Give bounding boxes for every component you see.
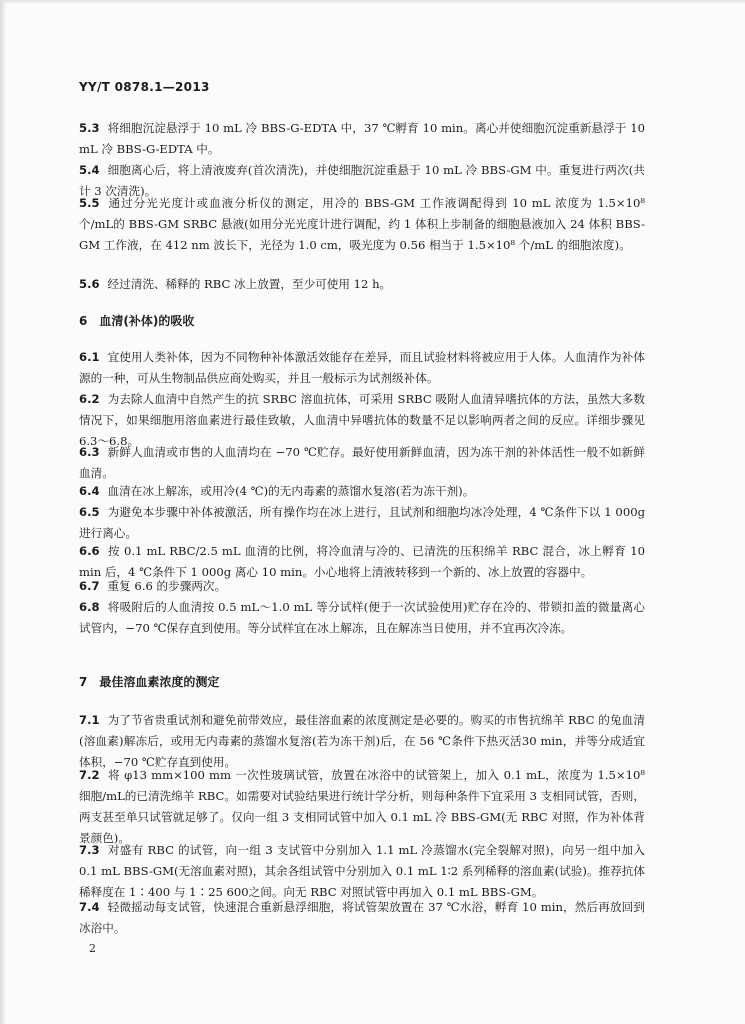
clause-number: 5.4 [79, 163, 100, 177]
clause-number: 7.4 [79, 900, 100, 914]
clause-text: 按 0.1 mL RBC/2.5 mL 血清的比例，将冷血清与冷的、已清洗的压积绵羊 RBC 混合，冰上孵育 10 min 后，4 ℃条件下 1 000g 离心 10 min。小心地将上清液转移到一个新的、冰上放置的容器中。 [79, 544, 645, 579]
clause-number: 6.4 [79, 484, 100, 498]
clause-7-2 [79, 765, 645, 849]
clause-text: 为了节省贵重试剂和避免前带效应，最佳溶血素的浓度测定是必要的。购买的市售抗绵羊 RBC 的兔血清(溶血素)解冻后，或用无内毒素的蒸馏水复溶(若为冻干剂)后，在 56 ℃条件下热灭活30 min，并等分成适宜体积，−70 ℃贮存直到使用。 [79, 713, 645, 769]
clause-5-6 [79, 274, 645, 295]
clause-7-4 [79, 897, 645, 939]
clause-text: 经过清洗、稀释的 RBC 冰上放置，至少可使用 12 h。 [107, 277, 392, 291]
clause-text: 血清在冰上解冻，或用冷(4 ℃)的无内毒素的蒸馏水复溶(若为冻干剂)。 [107, 484, 475, 498]
clause-number: 6.2 [79, 392, 100, 406]
clause-6-4 [79, 481, 645, 502]
clause-5-3 [79, 118, 645, 160]
clause-text: 对盛有 RBC 的试管，向一组 3 支试管中分别加入 1.1 mL 冷蒸馏水(完全裂解对照)，向另一组中加入 0.1 mL BBS-GM(无溶血素对照)，其余各组试管中分别加入 0.1 mL 1∶2 系列稀释的溶血素(试验)。推荐抗体稀释度在 1∶400 与 1∶25 600之间。向无 RBC 对照试管中再加入 0.1 mL BBS-GM。 [79, 843, 645, 899]
clause-6-1 [79, 347, 645, 389]
clause-number: 5.5 [79, 196, 100, 210]
section-7-heading [79, 673, 219, 690]
clause-7-1 [79, 710, 645, 773]
clause-number: 6.5 [79, 505, 100, 519]
clause-6-7 [79, 576, 645, 597]
clause-number: 7.1 [79, 713, 100, 727]
clause-text: 细胞离心后，将上清液废弃(首次清洗)，并使细胞沉淀重悬于 10 mL 冷 BBS-GM 中。重复进行两次(共计 3 次清洗)。 [79, 163, 645, 198]
clause-text: 将 φ13 mm×100 mm 一次性玻璃试管，放置在冰浴中的试管架上，加入 0.1 mL，浓度为 1.5×10⁸ 细胞/mL的已清洗绵羊 RBC。如需要对试验结果进行统计学分析，则每种条件下宜采用 3 支相同试管，否则，两支甚至单只试管就足够了。仅向一组 3 支相同试管中加入 0.1 mL 冷 BBS-GM(无 RBC 对照，作为补体背景颜色)。 [79, 768, 645, 845]
scan-shadow-left [0, 0, 6, 1024]
clause-6-3 [79, 442, 645, 484]
clause-text: 宜使用人类补体，因为不同物种补体激活效能存在差异，而且试验材料将被应用于人体。人血清作为补体源的一种，可从生物制品供应商处购买，并且一般标示为试剂级补体。 [79, 350, 645, 385]
standard-code-header: YY/T 0878.1—2013 [79, 80, 210, 94]
section-number: 6 [79, 314, 88, 328]
clause-text: 通过分光光度计或血液分析仪的测定，用冷的 BBS-GM 工作液调配得到 10 mL 浓度为 1.5×10⁸ 个/mL的 BBS-GM SRBC 悬液(如用分光光度计进行调配，约 1 体积上步制备的细胞悬液加入 24 体积 BBS-GM 工作液，在 412 nm 波长下，光径为 1.0 cm，吸光度为 0.56 相当于 1.5×10⁸ 个/mL 的细胞浓度)。 [79, 196, 645, 252]
clause-text: 将细胞沉淀悬浮于 10 mL 冷 BBS-G-EDTA 中，37 ℃孵育 10 min。离心并使细胞沉淀重新悬浮于 10 mL 冷 BBS-G-EDTA 中。 [79, 121, 645, 156]
clause-text: 为避免本步骤中补体被激活，所有操作均在冰上进行，且试剂和细胞均冰冷处理，4 ℃条件下以 1 000g进行离心。 [79, 505, 645, 540]
section-6-heading [79, 312, 194, 329]
page-number: 2 [89, 942, 96, 955]
scan-shadow-top [0, 0, 745, 4]
clause-5-5 [79, 193, 645, 256]
clause-6-8 [79, 597, 645, 639]
clause-number: 7.3 [79, 843, 100, 857]
clause-number: 5.3 [79, 121, 100, 135]
clause-number: 5.6 [79, 277, 100, 291]
clause-number: 6.1 [79, 350, 100, 364]
clause-text: 为去除人血清中自然产生的抗 SRBC 溶血抗体，可采用 SRBC 吸附人血清异嗜抗体的方法，虽然大多数情况下，如果细胞用溶血素进行最佳致敏，人血清中异嗜抗体的数量不足以影响两者之间的反应。详细步骤见 6.3～6.8。 [79, 392, 645, 448]
clause-number: 7.2 [79, 768, 100, 782]
clause-text: 重复 6.6 的步骤两次。 [107, 579, 227, 593]
clause-number: 6.7 [79, 579, 100, 593]
clause-text: 轻微摇动每支试管，快速混合重新悬浮细胞，将试管架放置在 37 ℃水浴，孵育 10 min，然后再放回到冰浴中。 [79, 900, 645, 935]
clause-text: 将吸附后的人血清按 0.5 mL～1.0 mL 等分试样(便于一次试验使用)贮存在冷的、带锁扣盖的微量离心试管内，−70 ℃保存直到使用。等分试样宜在冰上解冻，且在解冻当日使用，并不宜再次冷冻。 [79, 600, 645, 635]
section-number: 7 [79, 675, 88, 689]
section-title: 最佳溶血素浓度的测定 [99, 675, 220, 689]
clause-text: 新鲜人血清或市售的人血清均在 −70 ℃贮存。最好使用新鲜血清，因为冻干剂的补体活性一般不如新鲜血清。 [79, 445, 645, 480]
clause-number: 6.6 [79, 544, 100, 558]
section-title: 血清(补体)的吸收 [99, 314, 195, 328]
clause-6-5 [79, 502, 645, 544]
clause-number: 6.3 [79, 445, 100, 459]
clause-7-3 [79, 840, 645, 903]
clause-number: 6.8 [79, 600, 100, 614]
